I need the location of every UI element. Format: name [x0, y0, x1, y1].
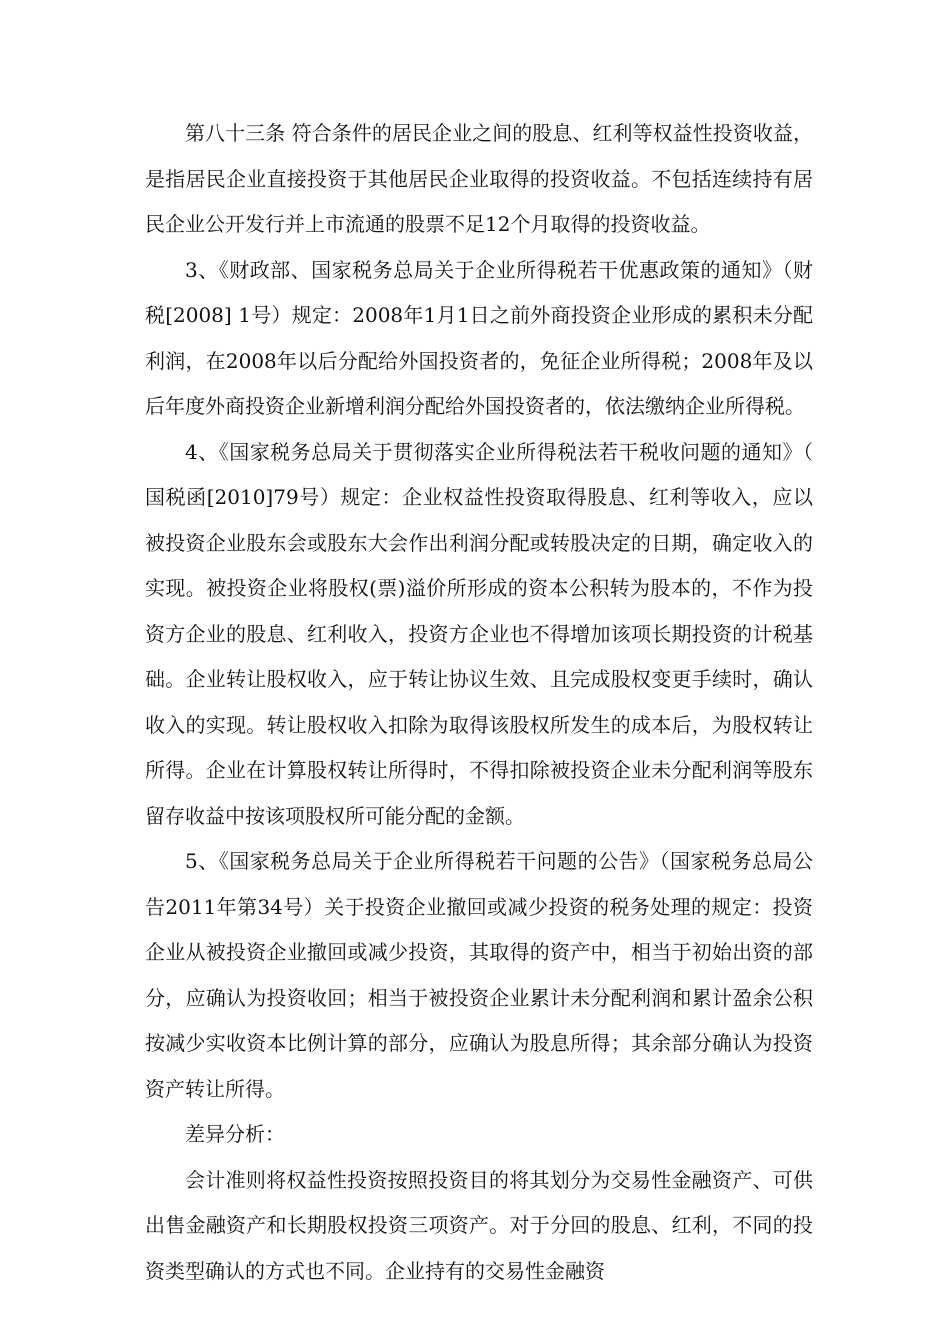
paragraph-article-83: 第八十三条 符合条件的居民企业之间的股息、红利等权益性投资收益，是指居民企业直接投资于其他居民企业取得的投资收益。不包括连续持有居民企业公开发行并上市流通的股票不足12个月取得的投资收益。	[145, 121, 813, 236]
paragraph-item-4: 4、《国家税务总局关于贯彻落实企业所得税法若干税收问题的通知》（ 国税函[2010]79号）规定：企业权益性投资取得股息、红利等收入，应以被投资企业股东会或股东大会作出利润分配或转股决定的日期，确定收入的实现。被投资企业将股权(票)溢价所形成的资本公积转为股本的，不作为投资方企业的股息、红利收入，投资方企业也不得增加该项长期投资的计税基础。企业转让股权收入，应于转让协议生效、且完成股权变更手续时，确认收入的实现。转让股权收入扣除为取得该股权所发生的成本后，为股权转让所得。企业在计算股权转让所得时，不得扣除被投资企业未分配利润等股东留存收益中按该项股权所可能分配的金额。	[145, 439, 813, 828]
document-body	[145, 111, 813, 1294]
paragraph-difference-analysis-heading: 差异分析：	[185, 1122, 285, 1146]
paragraph-difference-analysis-body: 会计准则将权益性投资按照投资目的将其划分为交易性金融资产、可供出售金融资产和长期股权投资三项资产。对于分回的股息、红利，不同的投资类型确认的方式也不同。企业持有的交易性金融资	[145, 1167, 813, 1283]
paragraph-item-5: 5、《国家税务总局关于企业所得税若干问题的公告》（国家税务总局公告2011年第34号）关于投资企业撤回或减少投资的税务处理的规定：投资企业从被投资企业撤回或减少投资，其取得的资产中，相当于初始出资的部分，应确认为投资收回；相当于被投资企业累计未分配利润和累计盈余公积按减少实收资本比例计算的部分，应确认为股息所得；其余部分确认为投资资产转让所得。	[145, 849, 813, 1101]
paragraph-item-3: 3、《财政部、国家税务总局关于企业所得税若干优惠政策的通知》（财税[2008] 1号）规定：2008年1月1日之前外商投资企业形成的累积未分配利润，在2008年以后分配给外国投资者的，免征企业所得税；2008年及以后年度外商投资企业新增利润分配给外国投资者的，依法缴纳企业所得税。	[145, 257, 813, 418]
